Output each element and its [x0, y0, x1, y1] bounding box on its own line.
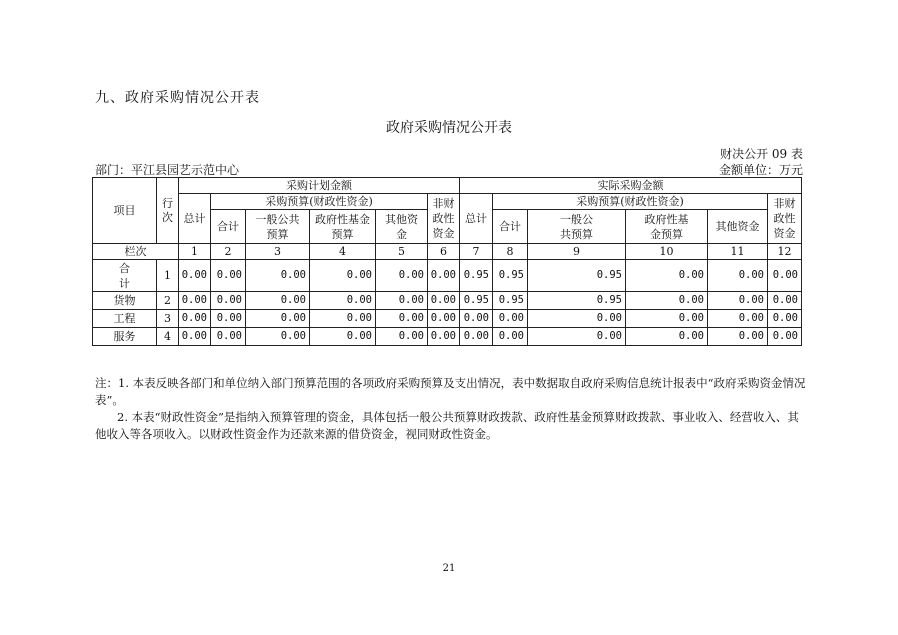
cell-value: 0.00 — [708, 260, 768, 292]
header-actual-budget: 采购预算(财政性资金) — [493, 194, 768, 210]
row-label: 货物 — [93, 292, 157, 310]
row-number: 1 — [157, 260, 179, 292]
cell-value: 0.00 — [768, 260, 802, 292]
cell-value: 0.00 — [428, 310, 460, 328]
col-number: 3 — [246, 244, 310, 260]
cell-value: 0.00 — [246, 292, 310, 310]
table-row — [93, 292, 802, 310]
header-planned-budget: 采购预算(财政性资金) — [211, 194, 428, 210]
table-title: 政府采购情况公开表 — [386, 120, 512, 136]
header-actual-other: 其他资金 — [708, 210, 768, 244]
cell-value: 0.00 — [708, 328, 768, 346]
cell-value: 0.00 — [708, 310, 768, 328]
col-number: 5 — [376, 244, 428, 260]
cell-value: 0.00 — [211, 292, 246, 310]
cell-value: 0.00 — [528, 310, 626, 328]
cell-value: 0.00 — [179, 292, 211, 310]
col-number: 11 — [708, 244, 768, 260]
cell-value: 0.00 — [211, 328, 246, 346]
header-row-no: 行次 — [157, 178, 179, 244]
cell-value: 0.00 — [246, 260, 310, 292]
table-row — [93, 310, 802, 328]
cell-value: 0.00 — [460, 310, 493, 328]
cell-value: 0.00 — [179, 328, 211, 346]
cell-value: 0.00 — [626, 260, 708, 292]
header-actual-group: 实际采购金额 — [460, 178, 802, 194]
row-label: 服务 — [93, 328, 157, 346]
cell-value: 0.00 — [428, 292, 460, 310]
cell-value: 0.00 — [768, 310, 802, 328]
cell-value: 0.95 — [528, 292, 626, 310]
department-label: 部门：平江县园艺示范中心 — [95, 163, 240, 177]
cell-value: 0.00 — [428, 260, 460, 292]
col-number: 12 — [768, 244, 802, 260]
header-planned-other: 其他资金 — [376, 210, 428, 244]
header-planned-govfund: 政府性基金预算 — [310, 210, 376, 244]
cell-value: 0.00 — [460, 328, 493, 346]
cell-value: 0.00 — [376, 328, 428, 346]
cell-value: 0.00 — [179, 310, 211, 328]
header-actual-subtotal: 合计 — [493, 210, 528, 244]
column-index-row — [93, 244, 802, 260]
page-number: 21 — [442, 563, 456, 574]
table-row — [93, 260, 802, 292]
col-number: 10 — [626, 244, 708, 260]
row-number: 3 — [157, 310, 179, 328]
col-number: 8 — [493, 244, 528, 260]
cell-value: 0.00 — [211, 310, 246, 328]
cell-value: 0.95 — [528, 260, 626, 292]
header-planned-nonfiscal: 非财政性资金 — [428, 194, 460, 244]
header-actual-general: 一般公共预算 — [528, 210, 626, 244]
row-number: 4 — [157, 328, 179, 346]
col-number: 1 — [179, 244, 211, 260]
cell-value: 0.00 — [310, 328, 376, 346]
header-item: 项目 — [93, 178, 157, 244]
cell-value: 0.00 — [528, 328, 626, 346]
header-row-2 — [93, 194, 802, 210]
section-heading: 九、政府采购情况公开表 — [95, 90, 260, 106]
cell-value: 0.00 — [493, 328, 528, 346]
header-actual-nonfiscal: 非财政性资金 — [768, 194, 802, 244]
column-index-label: 栏次 — [93, 244, 179, 260]
cell-value: 0.00 — [376, 310, 428, 328]
cell-value: 0.00 — [493, 310, 528, 328]
cell-value: 0.00 — [768, 292, 802, 310]
header-row-1 — [93, 178, 802, 194]
form-code: 财决公开 09 表 — [720, 147, 803, 161]
cell-value: 0.00 — [376, 260, 428, 292]
header-actual-total: 总计 — [460, 194, 493, 244]
cell-value: 0.00 — [179, 260, 211, 292]
col-number: 9 — [528, 244, 626, 260]
note-2: 2. 本表“财政性资金”是指纳入预算管理的资金，具体包括一般公共预算财政拨款、政府性基金预算财政拨款、事业收入、经营收入、其他收入等各项收入。以财政性资金作为还款来源的借贷资金，视同财政性资金。 — [95, 410, 799, 441]
cell-value: 0.00 — [626, 328, 708, 346]
cell-value: 0.00 — [626, 292, 708, 310]
col-number: 7 — [460, 244, 493, 260]
table-body — [93, 260, 802, 346]
row-number: 2 — [157, 292, 179, 310]
cell-value: 0.00 — [310, 292, 376, 310]
cell-value: 0.00 — [211, 260, 246, 292]
header-actual-govfund: 政府性基金预算 — [626, 210, 708, 244]
col-number: 4 — [310, 244, 376, 260]
cell-value: 0.95 — [493, 292, 528, 310]
row-label: 工程 — [93, 310, 157, 328]
procurement-table — [92, 177, 802, 346]
row-label: 合计 — [93, 260, 157, 292]
unit-label: 金额单位：万元 — [718, 163, 803, 177]
col-number: 6 — [428, 244, 460, 260]
header-planned-total: 总计 — [179, 194, 211, 244]
cell-value: 0.00 — [768, 328, 802, 346]
notes — [95, 375, 810, 443]
header-planned-subtotal: 合计 — [211, 210, 246, 244]
cell-value: 0.00 — [428, 328, 460, 346]
header-planned-group: 采购计划金额 — [179, 178, 460, 194]
cell-value: 0.00 — [246, 310, 310, 328]
table-row — [93, 328, 802, 346]
cell-value: 0.95 — [460, 292, 493, 310]
note-1: 注：1. 本表反映各部门和单位纳入部门预算范围的各项政府采购预算及支出情况，表中数据取自政府采购信息统计报表中“政府采购资金情况表”。 — [95, 376, 806, 407]
cell-value: 0.95 — [460, 260, 493, 292]
cell-value: 0.00 — [310, 260, 376, 292]
cell-value: 0.00 — [626, 310, 708, 328]
cell-value: 0.00 — [246, 328, 310, 346]
col-number: 2 — [211, 244, 246, 260]
cell-value: 0.00 — [376, 292, 428, 310]
cell-value: 0.00 — [708, 292, 768, 310]
header-planned-general: 一般公共预算 — [246, 210, 310, 244]
cell-value: 0.95 — [493, 260, 528, 292]
cell-value: 0.00 — [310, 310, 376, 328]
